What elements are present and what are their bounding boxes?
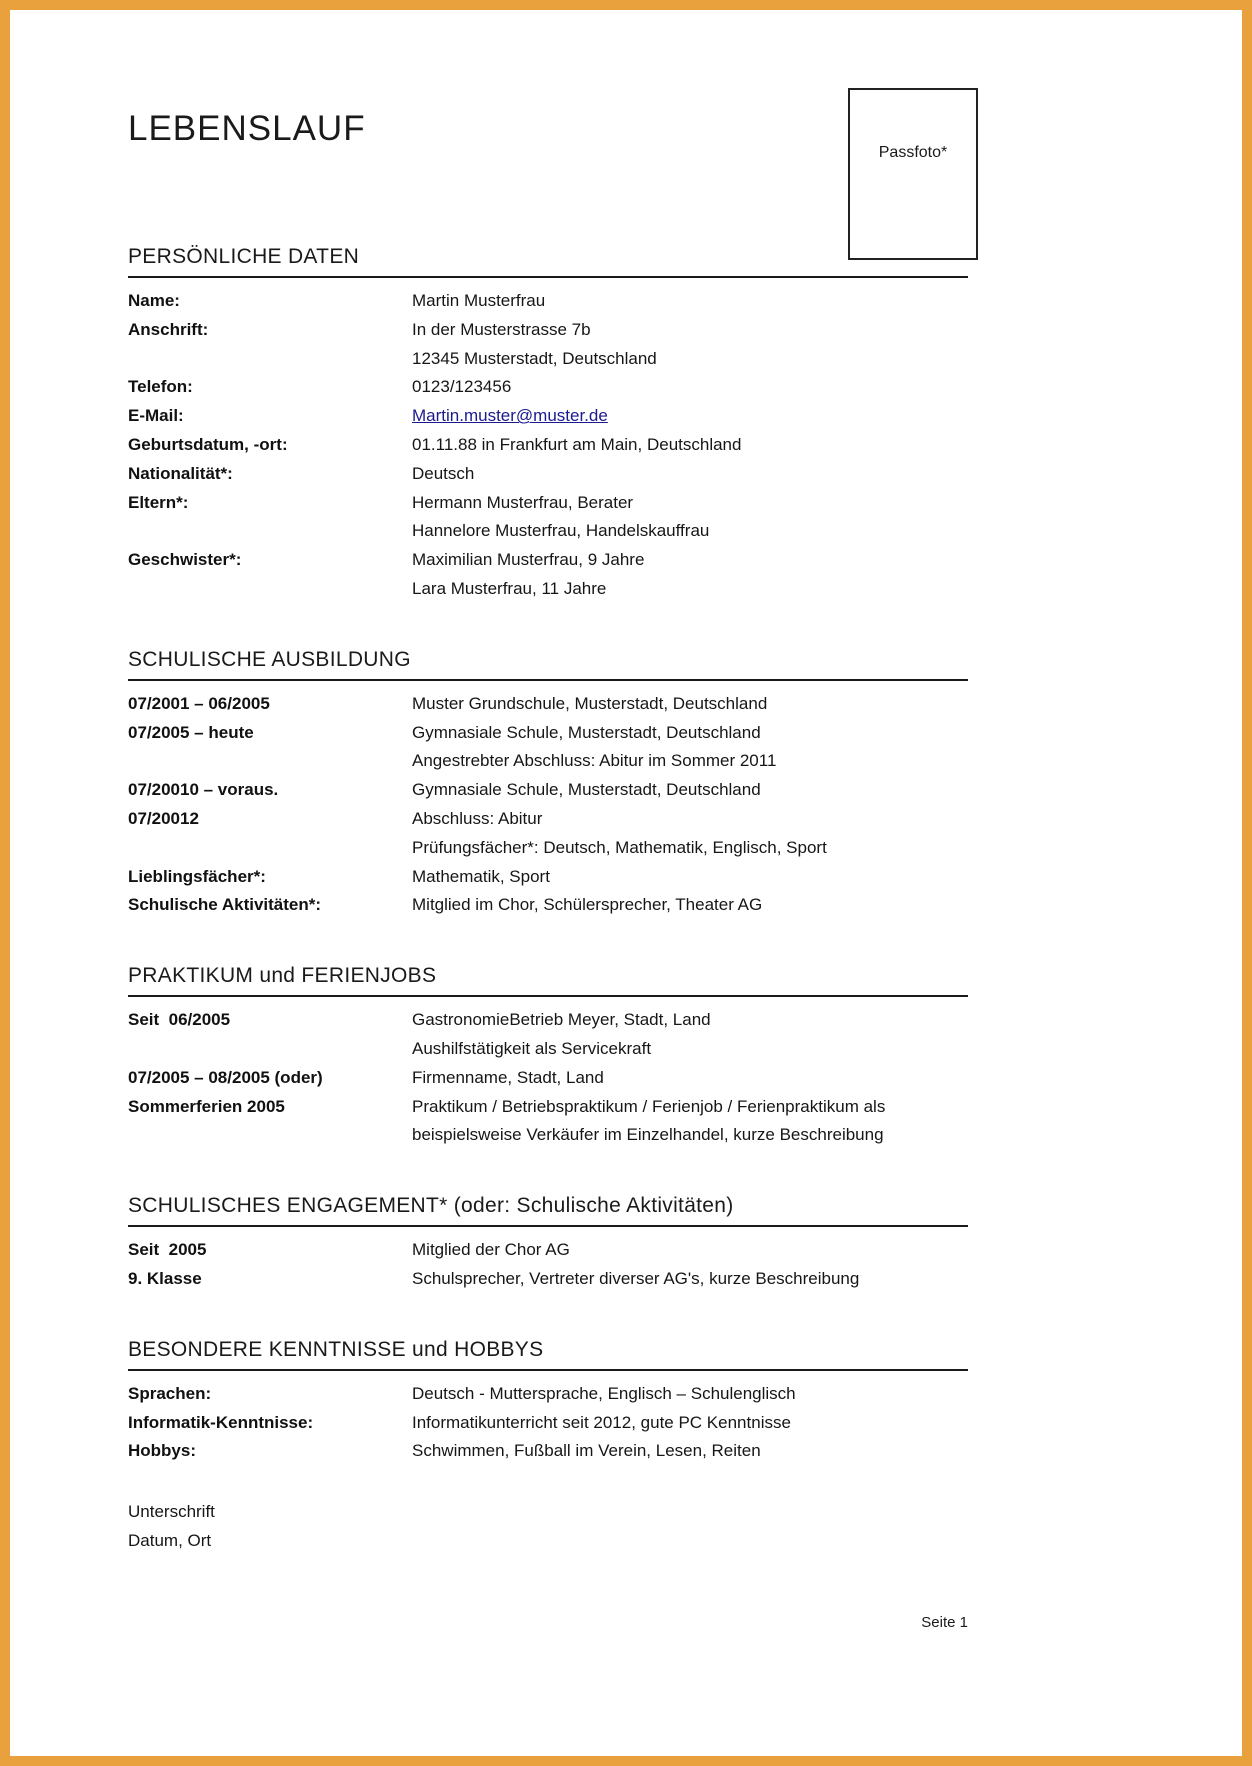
resume-section [128,1338,968,1466]
row-values [412,1265,968,1294]
section-divider [128,995,968,997]
date-place-label: Datum, Ort [128,1530,212,1550]
row-label-text: 07/20010 – voraus. [128,780,279,800]
row-label [128,1265,412,1294]
row-value-text: 0123/123456 [412,377,512,397]
resume-section [128,964,968,1150]
page-number: Seite 1 [921,1613,968,1631]
row-value-text: Hannelore Musterfrau, Handelskauffrau [412,521,710,541]
row-label [128,690,412,719]
row-values [412,316,968,374]
data-row [128,1437,968,1466]
row-value-text: Aushilfstätigkeit als Servicekraft [412,1038,652,1058]
row-label [128,546,412,604]
row-values [412,1006,968,1064]
data-row [128,373,968,402]
data-row [128,1409,968,1438]
row-label [128,431,412,460]
section-divider [128,1369,968,1371]
data-row [128,776,968,862]
row-label-text: 07/2001 – 06/2005 [128,693,270,713]
row-label [128,402,412,431]
row-value-text: Angestrebter Abschluss: Abitur im Sommer 2011 [412,751,777,771]
row-values [412,1064,968,1093]
row-label [128,1093,412,1151]
row-value-text: beispielsweise Verkäufer im Einzelhandel, kurze Beschreibung [412,1125,884,1145]
section-heading: SCHULISCHE AUSBILDUNG [128,647,411,671]
row-values [412,287,968,316]
row-label [128,1064,412,1093]
row-label-text: 07/2005 – heute [128,722,254,742]
data-row [128,891,968,920]
row-label-text: 9. Klasse [128,1268,202,1288]
row-values [412,373,968,402]
row-label-text: Geburtsdatum, -ort: [128,434,288,454]
row-label [128,460,412,489]
row-label-text: Schulische Aktivitäten*: [128,895,322,915]
row-value-text: Abschluss: Abitur [412,808,543,828]
row-label [128,287,412,316]
data-row [128,690,968,719]
row-value-text: Deutsch [412,463,475,483]
row-values [412,690,968,719]
passfoto-label: Passfoto* [878,144,948,161]
section-divider [128,679,968,681]
row-label [128,1006,412,1064]
row-label [128,1437,412,1466]
section-divider [128,1225,968,1227]
row-value-text: Schulsprecher, Vertreter diverser AG's, kurze Beschreibung [412,1268,860,1288]
row-value-text: Prüfungsfächer*: Deutsch, Mathematik, Englisch, Sport [412,837,827,857]
row-label-text: E-Mail: [128,406,184,426]
row-values [412,891,968,920]
row-label-text: Geschwister*: [128,550,242,570]
data-row [128,1064,968,1093]
row-label-text: Nationalität*: [128,463,233,483]
row-label [128,1236,412,1265]
row-value-text: Mitglied im Chor, Schülersprecher, Theater AG [412,895,763,915]
data-row [128,402,968,431]
section-heading: BESONDERE KENNTNISSE und HOBBYS [128,1337,544,1361]
row-values [412,431,968,460]
data-row [128,287,968,316]
row-value-text: Hermann Musterfrau, Berater [412,492,634,512]
row-values [412,460,968,489]
row-label-text: Sprachen: [128,1383,212,1403]
row-label-text: Sommerferien 2005 [128,1096,285,1116]
row-label [128,373,412,402]
row-values [412,863,968,892]
row-value-text: Maximilian Musterfrau, 9 Jahre [412,550,645,570]
row-values [412,1409,968,1438]
signature-block [128,1498,968,1556]
row-label-text: Seit 2005 [128,1240,207,1260]
row-label [128,863,412,892]
row-value-text: 01.11.88 in Frankfurt am Main, Deutschland [412,434,742,454]
sections [128,245,968,1466]
signature-label: Unterschrift [128,1502,215,1522]
row-label-text: Lieblingsfächer*: [128,866,266,886]
resume-section [128,648,968,920]
row-values [412,1437,968,1466]
page-title: LEBENSLAUF [128,109,366,148]
row-label-text: Informatik-Kenntnisse: [128,1412,314,1432]
row-label-text: Seit 06/2005 [128,1010,231,1030]
data-row [128,1265,968,1294]
row-label [128,776,412,862]
row-value-text: Martin Musterfrau [412,291,546,310]
row-value-text: Firmenname, Stadt, Land [412,1067,604,1087]
row-values [412,402,968,431]
data-row [128,489,968,547]
row-label [128,1380,412,1409]
data-row [128,1006,968,1064]
row-label [128,316,412,374]
data-row [128,1236,968,1265]
section-heading: PRAKTIKUM und FERIENJOBS [128,964,437,988]
data-row [128,316,968,374]
data-row [128,460,968,489]
data-row [128,1093,968,1151]
row-values [412,776,968,862]
data-row [128,1380,968,1409]
resume-section [128,1194,968,1294]
row-label-text: 07/2005 – 08/2005 (oder) [128,1067,323,1087]
data-row [128,863,968,892]
row-value-text: Informatikunterricht seit 2012, gute PC Kenntnisse [412,1412,791,1432]
row-label-text: Name: [128,291,180,310]
row-values [412,719,968,777]
section-heading: SCHULISCHES ENGAGEMENT* (oder: Schulische Aktivitäten) [128,1194,734,1218]
row-label-text: Anschrift: [128,319,209,339]
row-label [128,719,412,777]
row-label [128,891,412,920]
row-label-text: Hobbys: [128,1441,196,1461]
data-row [128,546,968,604]
section-heading: PERSÖNLICHE DATEN [128,245,360,268]
row-value-text: Lara Musterfrau, 11 Jahre [412,578,607,598]
email-link[interactable]: Martin.muster@muster.de [412,406,608,426]
row-label-text: 07/20012 [128,808,199,828]
row-values [412,1093,968,1151]
data-row [128,719,968,777]
row-value-text: Schwimmen, Fußball im Verein, Lesen, Reiten [412,1441,761,1461]
resume-page [128,0,968,1671]
row-value-text: Gymnasiale Schule, Musterstadt, Deutschland [412,722,761,742]
row-values [412,489,968,547]
row-value-text: 12345 Musterstadt, Deutschland [412,348,657,368]
row-value-text: Praktikum / Betriebspraktikum / Ferienjob / Ferienpraktikum als [412,1096,886,1116]
row-value-text: Deutsch - Muttersprache, Englisch – Schulenglisch [412,1383,796,1403]
section-divider [128,276,968,278]
row-label-text: Eltern*: [128,492,189,512]
row-value-text: Mitglied der Chor AG [412,1240,570,1260]
resume-section [128,245,968,604]
row-label-text: Telefon: [128,377,193,397]
row-values [412,1236,968,1265]
row-label [128,1409,412,1438]
row-label [128,489,412,547]
row-value-text: Muster Grundschule, Musterstadt, Deutschland [412,693,768,713]
row-value-text: Gymnasiale Schule, Musterstadt, Deutschland [412,780,761,800]
row-value-text: In der Musterstrasse 7b [412,319,591,339]
row-values [412,1380,968,1409]
row-value-text: GastronomieBetrieb Meyer, Stadt, Land [412,1010,711,1030]
row-value-text: Mathematik, Sport [412,866,550,886]
data-row [128,431,968,460]
row-values [412,546,968,604]
